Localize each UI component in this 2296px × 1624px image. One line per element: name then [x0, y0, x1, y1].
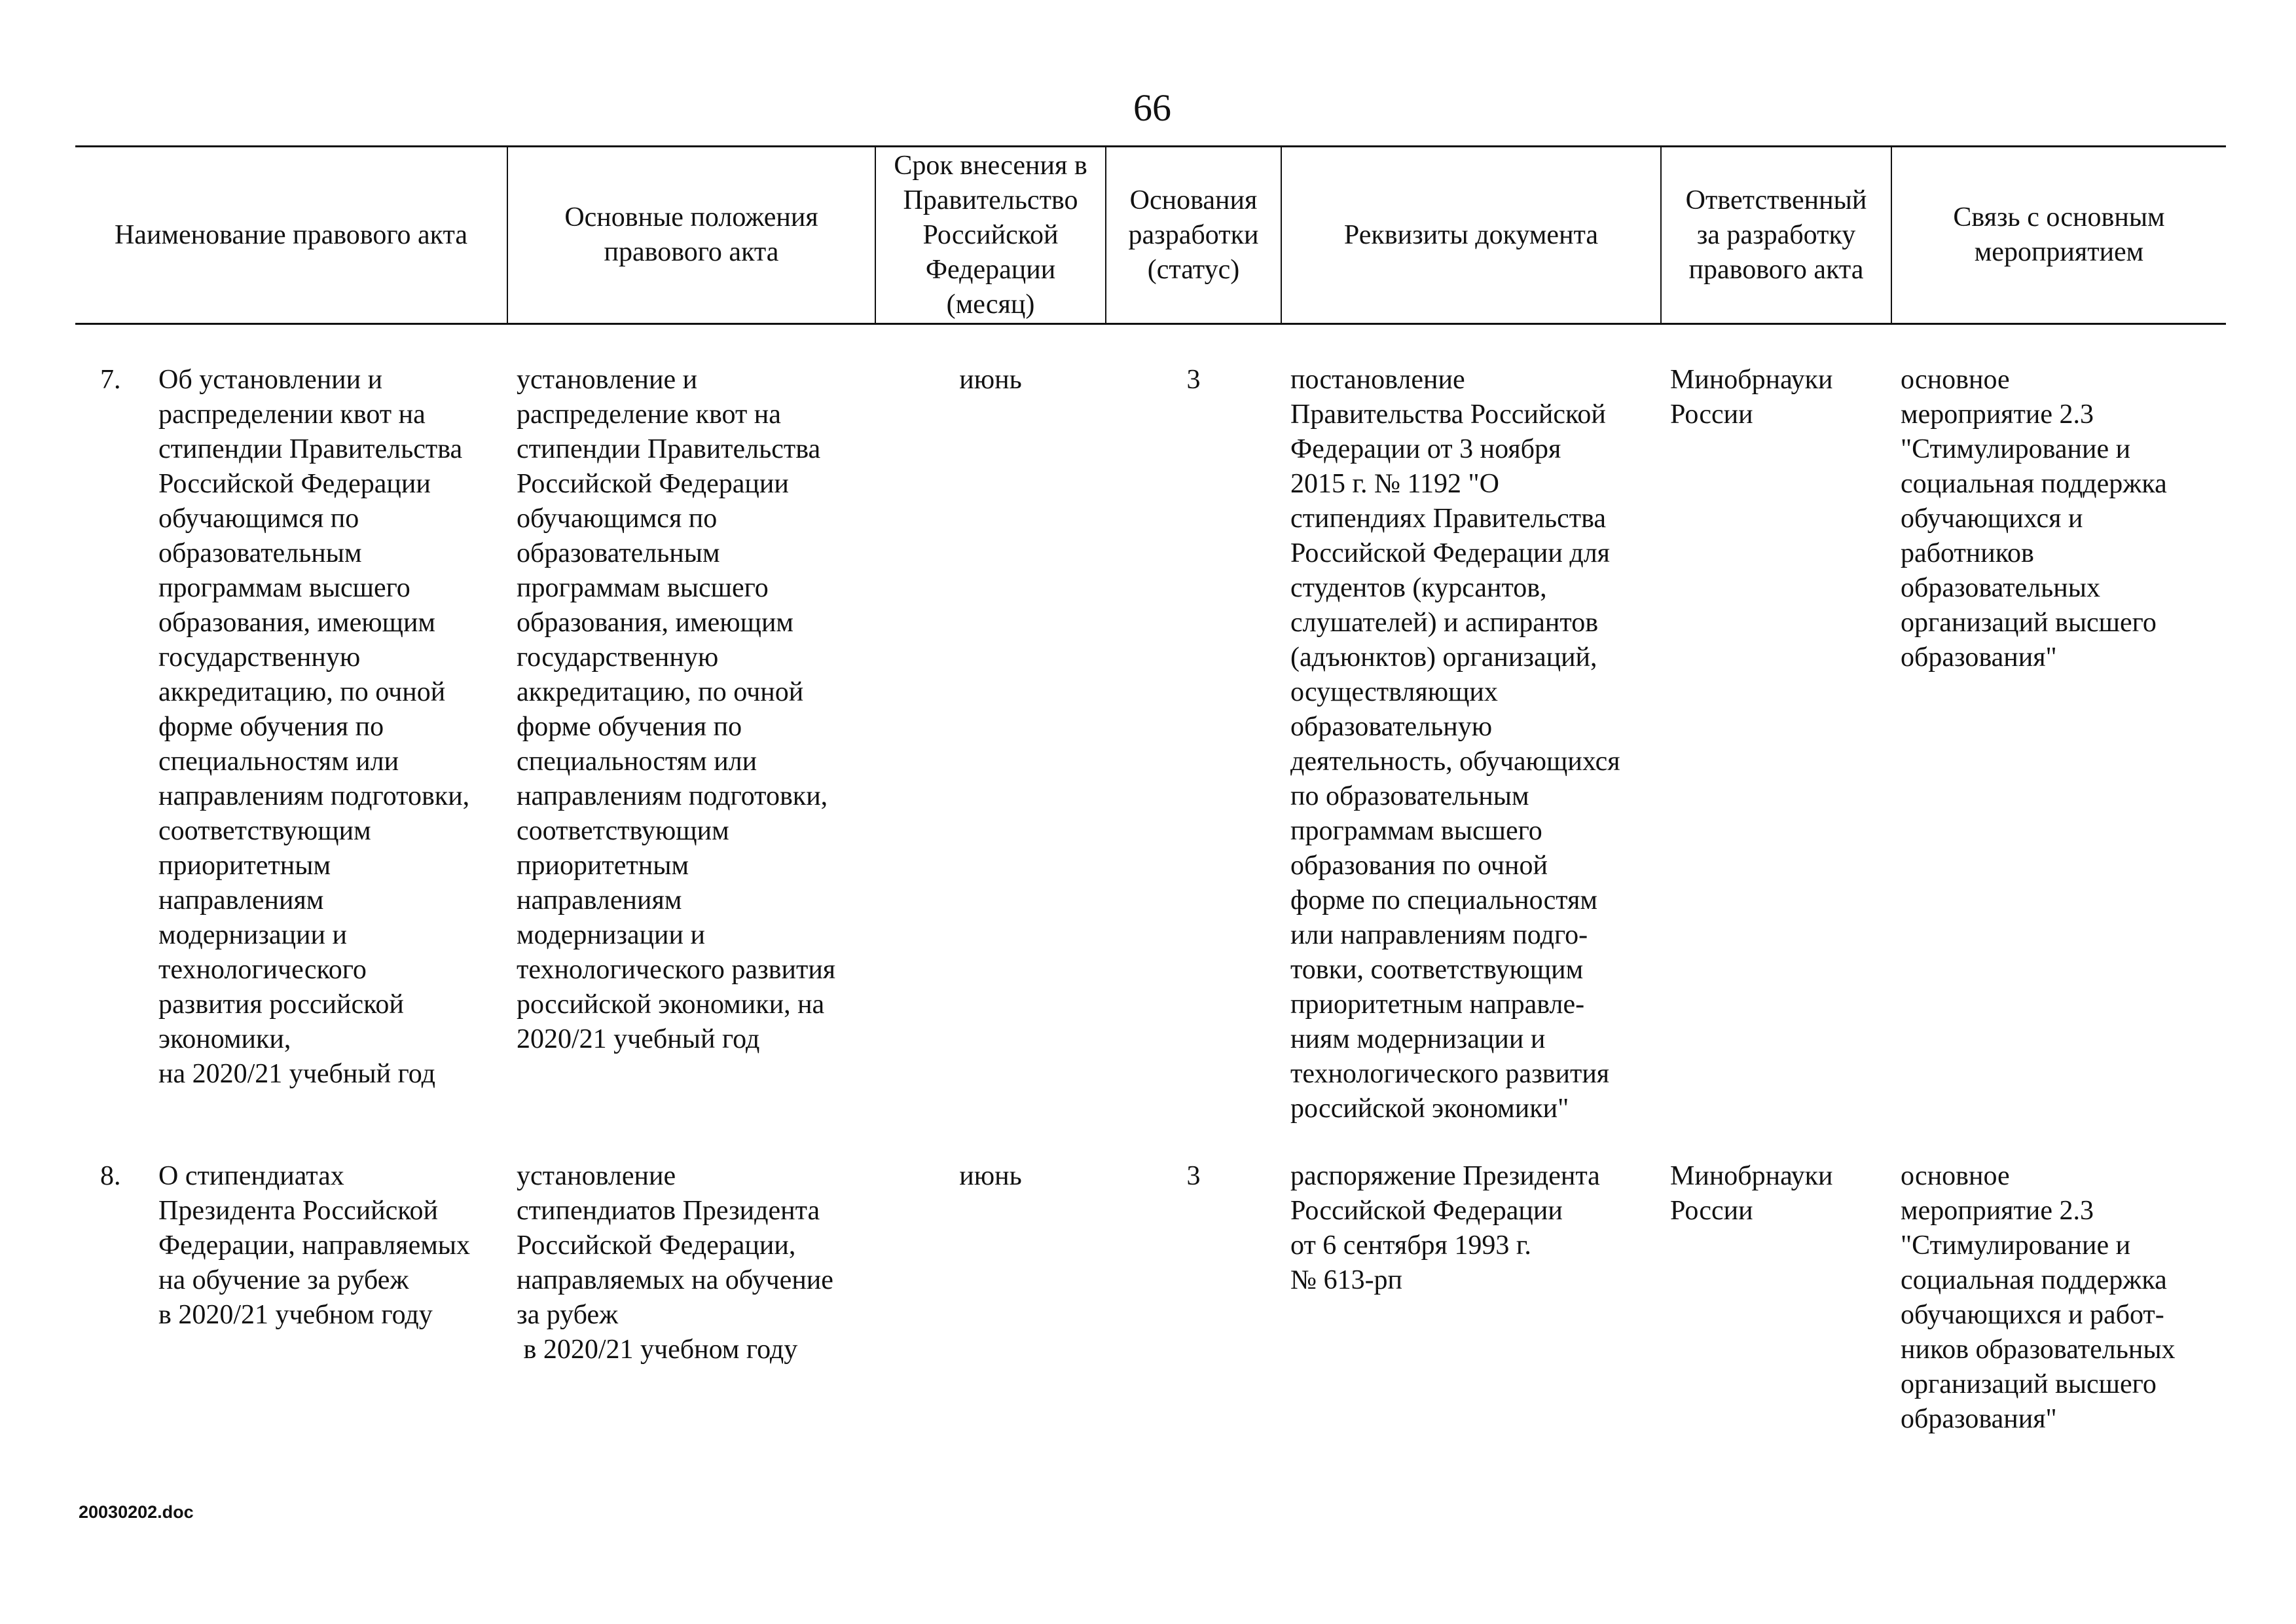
- cell-responsible: [1661, 1142, 1891, 1437]
- text-line: развития российской: [158, 989, 404, 1020]
- text-line: модернизации и: [158, 920, 347, 950]
- legal-acts-table: [75, 145, 2226, 1437]
- text-line: Российской Федерации: [1290, 1196, 1563, 1226]
- text-line: (месяц): [946, 289, 1035, 320]
- text-line: российской экономики, на: [517, 989, 825, 1020]
- text-line: российской экономики": [1290, 1094, 1569, 1124]
- text-line: Российской Федерации: [158, 469, 431, 499]
- table-row: [75, 324, 2226, 1143]
- text-line: направляемых на обучение: [517, 1265, 833, 1295]
- text-line: (статус): [1147, 254, 1240, 285]
- cell-main-provisions: [507, 1142, 875, 1437]
- text-line: технологического развития: [1290, 1059, 1610, 1089]
- text-line: стипендиях Правительства: [1290, 504, 1607, 534]
- text-line: России: [1670, 1196, 1753, 1226]
- text-line: образовательным: [158, 538, 362, 568]
- text-line: правового акта: [604, 237, 779, 267]
- text-line: Федерации: [925, 254, 1056, 285]
- text-line: программам высшего: [158, 573, 410, 603]
- text-line: установление: [517, 1161, 676, 1191]
- text-line: "Стимулирование и: [1901, 434, 2131, 464]
- header-responsible: [1661, 147, 1891, 324]
- text-line: Российской Федерации,: [517, 1230, 796, 1261]
- text-line: распределение квот на: [517, 399, 781, 430]
- text-line: студентов (курсантов,: [1290, 573, 1547, 603]
- text-line: Российской Федерации для: [1290, 538, 1610, 568]
- text-line: постановление: [1290, 365, 1465, 395]
- text-line: приоритетным: [517, 851, 689, 881]
- cell-submission-month: июнь: [959, 365, 1022, 395]
- text-line: направлениям подготовки,: [158, 781, 470, 811]
- text-line: организаций высшего: [1901, 1369, 2157, 1399]
- text-line: технологического развития: [517, 955, 836, 985]
- footer-file-name: 20030202.doc: [79, 1502, 194, 1522]
- header-main-activity-link: [1891, 147, 2226, 324]
- text-line: Федерации от 3 ноября: [1290, 434, 1561, 464]
- header-document-requisites: [1281, 147, 1661, 324]
- text-line: в 2020/21 учебном году: [158, 1300, 433, 1330]
- text-line: образования": [1901, 1404, 2057, 1434]
- text-line: образовательных: [1901, 573, 2100, 603]
- cell-main-activity-link: [1891, 324, 2226, 1143]
- text-line: приоритетным: [158, 851, 331, 881]
- text-line: направлениям: [517, 885, 682, 915]
- text-line: ников образовательных: [1901, 1335, 2176, 1365]
- text-line: на 2020/21 учебный год: [158, 1059, 435, 1089]
- text-line: программам высшего: [517, 573, 769, 603]
- text-line: Российской Федерации: [517, 469, 789, 499]
- text-line: организаций высшего: [1901, 608, 2157, 638]
- text-line: мероприятие 2.3: [1901, 1196, 2094, 1226]
- cell-submission-month: июнь: [959, 1161, 1022, 1191]
- text-line: экономики,: [158, 1024, 291, 1054]
- text-line: деятельность, обучающихся: [1290, 747, 1620, 777]
- text-line: стипендии Правительства: [517, 434, 821, 464]
- header-development-basis: [1106, 147, 1281, 324]
- text-line: Федерации, направляемых: [158, 1230, 471, 1261]
- text-line: Президента Российской: [158, 1196, 439, 1226]
- text-line: модернизации и: [517, 920, 705, 950]
- cell-document-requisites: [1281, 1142, 1661, 1437]
- row-number: 8.: [100, 1161, 121, 1191]
- text-line: Российской: [922, 219, 1059, 250]
- text-line: по образовательным: [1290, 781, 1529, 811]
- text-line: специальностям или: [158, 747, 399, 777]
- text-line: аккредитацию, по очной: [158, 677, 446, 707]
- text-line: Минобрнауки: [1670, 1161, 1833, 1191]
- page-number: 66: [1133, 86, 1171, 129]
- text-line: Ответственный: [1685, 185, 1867, 215]
- text-line: форме обучения по: [158, 712, 384, 742]
- text-line: "Стимулирование и: [1901, 1230, 2131, 1261]
- text-line: (адъюнктов) организаций,: [1290, 642, 1597, 673]
- text-line: программам высшего: [1290, 816, 1542, 846]
- text-line: стипендиатов Президента: [517, 1196, 820, 1226]
- text-line: товки, соответствующим: [1290, 955, 1584, 985]
- text-line: соответствующим: [517, 816, 729, 846]
- text-line: обучающихся и: [1901, 504, 2083, 534]
- cell-act-name: [75, 324, 507, 1143]
- cell-document-requisites: [1281, 324, 1661, 1143]
- text-line: Связь с основным: [1953, 202, 2165, 232]
- text-line: разработки: [1128, 219, 1259, 250]
- text-line: О стипендиатах: [158, 1161, 344, 1191]
- text-line: Основания: [1129, 185, 1258, 215]
- text-line: на обучение за рубеж: [158, 1265, 409, 1295]
- text-line: образовательную: [1290, 712, 1493, 742]
- text-line: Об установлении и: [158, 365, 383, 395]
- text-line: распоряжение Президента: [1290, 1161, 1600, 1191]
- text-line: правового акта: [1688, 254, 1864, 285]
- text-line: мероприятие 2.3: [1901, 399, 2094, 430]
- header-main-provisions: [507, 147, 875, 324]
- text-line: обучающимся по: [517, 504, 718, 534]
- text-line: установление и: [517, 365, 698, 395]
- text-line: социальная поддержка: [1901, 469, 2167, 499]
- text-line: государственную: [158, 642, 361, 673]
- text-line: за рубеж: [517, 1300, 619, 1330]
- row-number: 7.: [100, 365, 121, 395]
- header-act-name: [75, 147, 507, 324]
- text-line: стипендии Правительства: [158, 434, 463, 464]
- text-line: форме обучения по: [517, 712, 742, 742]
- text-line: ниям модернизации и: [1290, 1024, 1546, 1054]
- text-line: приоритетным направле-: [1290, 989, 1585, 1020]
- text-line: за разработку: [1696, 219, 1856, 250]
- text-line: обучающимся по: [158, 504, 359, 534]
- text-line: Правительство: [903, 185, 1078, 215]
- text-line: в 2020/21 учебном году: [517, 1335, 798, 1365]
- header-submission-deadline: [875, 147, 1106, 324]
- text-line: или направлениям подго-: [1290, 920, 1588, 950]
- text-line: направлениям: [158, 885, 324, 915]
- text-line: России: [1670, 399, 1753, 430]
- text-line: специальностям или: [517, 747, 757, 777]
- text-line: Наименование правового акта: [114, 219, 468, 250]
- text-line: направлениям подготовки,: [517, 781, 828, 811]
- text-line: Минобрнауки: [1670, 365, 1833, 395]
- text-line: № 613-рп: [1290, 1265, 1403, 1295]
- text-line: основное: [1901, 1161, 2010, 1191]
- text-line: от 6 сентября 1993 г.: [1290, 1230, 1531, 1261]
- cell-main-provisions: [507, 324, 875, 1143]
- text-line: образовательным: [517, 538, 720, 568]
- text-line: форме по специальностям: [1290, 885, 1597, 915]
- text-line: слушателей) и аспирантов: [1290, 608, 1599, 638]
- cell-main-activity-link: [1891, 1142, 2226, 1437]
- text-line: Срок внесения в: [894, 150, 1087, 181]
- text-line: государственную: [517, 642, 719, 673]
- cell-act-name: [75, 1142, 507, 1437]
- text-line: социальная поддержка: [1901, 1265, 2167, 1295]
- text-line: 2015 г. № 1192 "О: [1290, 469, 1499, 499]
- cell-responsible: [1661, 324, 1891, 1143]
- cell-development-basis: 3: [1186, 1161, 1201, 1191]
- text-line: образования, имеющим: [158, 608, 436, 638]
- text-line: Правительства Российской: [1290, 399, 1606, 430]
- text-line: технологического: [158, 955, 367, 985]
- text-line: осуществляющих: [1290, 677, 1498, 707]
- text-line: мероприятием: [1974, 237, 2144, 267]
- text-line: распределении квот на: [158, 399, 426, 430]
- text-line: основное: [1901, 365, 2010, 395]
- text-line: обучающихся и работ-: [1901, 1300, 2164, 1330]
- table-row: [75, 1142, 2226, 1437]
- text-line: работников: [1901, 538, 2034, 568]
- text-line: Основные положения: [564, 202, 818, 232]
- text-line: образования по очной: [1290, 851, 1548, 881]
- text-line: образования, имеющим: [517, 608, 794, 638]
- table-header: [75, 147, 2226, 324]
- text-line: 2020/21 учебный год: [517, 1024, 760, 1054]
- text-line: аккредитацию, по очной: [517, 677, 804, 707]
- text-line: образования": [1901, 642, 2057, 673]
- text-line: Реквизиты документа: [1343, 219, 1599, 250]
- text-line: соответствующим: [158, 816, 371, 846]
- cell-development-basis: 3: [1186, 365, 1201, 395]
